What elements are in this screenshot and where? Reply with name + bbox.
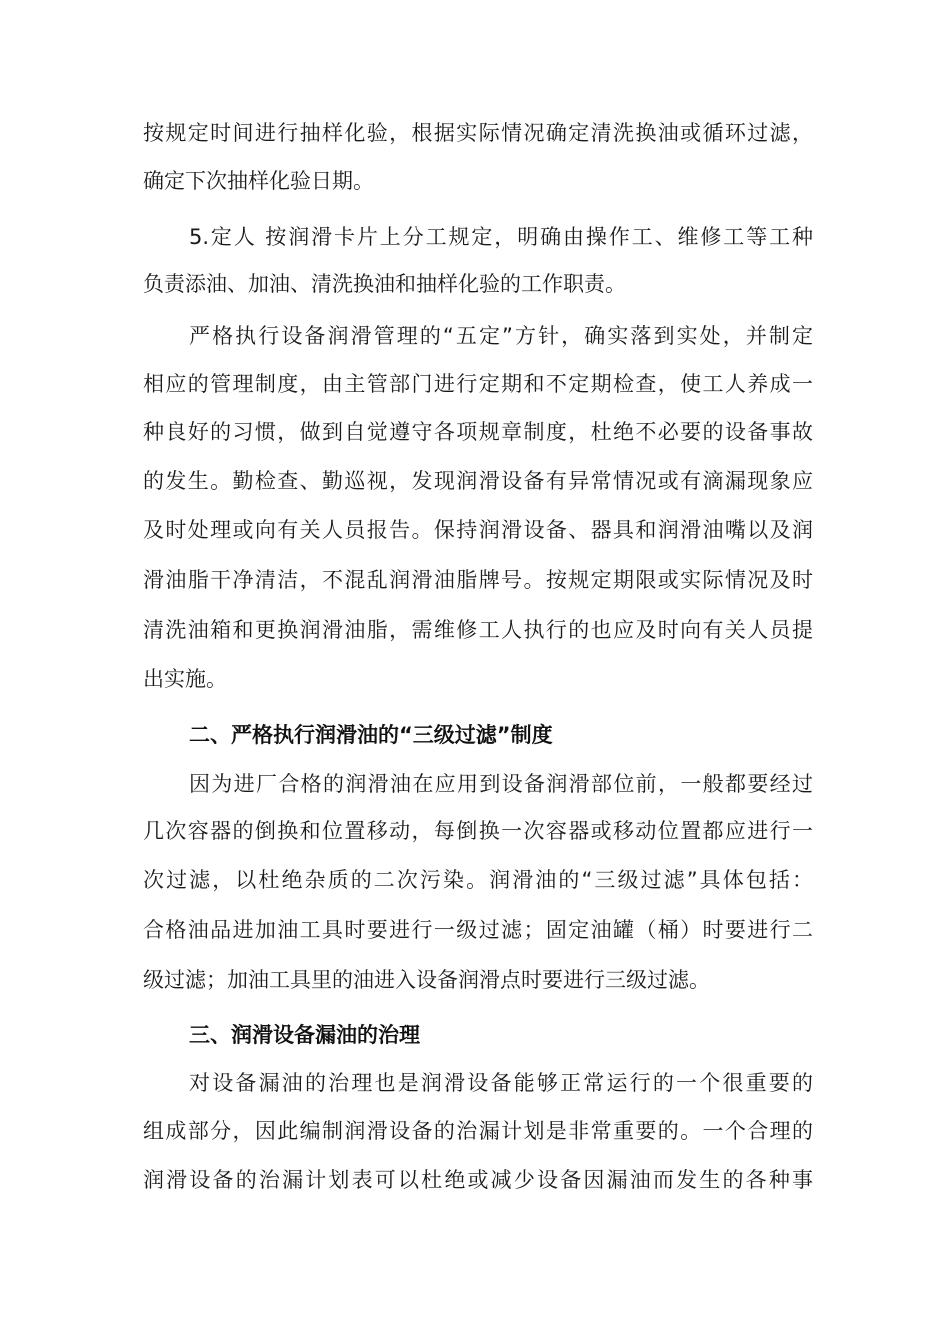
paragraph-line: 因为进厂合格的润滑油在应用到设备润滑部位前，一般都要经过 [189,772,813,796]
section-heading: 二、严格执行润滑油的“三级过滤”制度 [189,723,553,747]
paragraph-line: 的发生。勤检查、勤巡视，发现润滑设备有异常情况或有滴漏现象应 [143,469,813,493]
paragraph-line: 清洗油箱和更换润滑油脂，需维修工人执行的也应及时向有关人员提 [143,618,813,642]
paragraph-line: 组成部分，因此编制润滑设备的治漏计划是非常重要的。一个合理的 [143,1119,813,1143]
paragraph-line: 严格执行设备润滑管理的“五定”方针，确实落到实处，并制定 [189,324,813,348]
paragraph-line: 5.定人 按润滑卡片上分工规定，明确由操作工、维修工等工种 [189,225,813,249]
paragraph-line: 次过滤，以杜绝杂质的二次污染。润滑油的“三级过滤”具体包括： [143,868,813,892]
paragraph-line: 几次容器的倒换和位置移动，每倒换一次容器或移动位置都应进行一 [143,819,813,843]
paragraph-line: 润滑设备的治漏计划表可以杜绝或减少设备因漏油而发生的各种事 [143,1168,813,1192]
paragraph-line: 滑油脂干净清洁，不混乱润滑油脂牌号。按规定期限或实际情况及时 [143,568,813,592]
paragraph-line: 合格油品进加油工具时要进行一级过滤；固定油罐（桶）时要进行二 [143,918,813,942]
paragraph-line: 出实施。 [143,667,227,691]
paragraph-line: 及时处理或向有关人员报告。保持润滑设备、器具和润滑油嘴以及润 [143,518,813,542]
paragraph-line: 级过滤；加油工具里的油进入设备润滑点时要进行三级过滤。 [143,968,710,992]
paragraph-line: 确定下次抽样化验日期。 [143,169,374,193]
paragraph-line: 负责添油、加油、清洗换油和抽样化验的工作职责。 [143,272,626,296]
section-heading: 三、润滑设备漏油的治理 [189,1023,420,1047]
paragraph-line: 按规定时间进行抽样化验，根据实际情况确定清洗换油或循环过滤， [143,121,813,145]
paragraph-line: 相应的管理制度，由主管部门进行定期和不定期检查，使工人养成一 [143,372,813,396]
paragraph-line: 种良好的习惯，做到自觉遵守各项规章制度，杜绝不必要的设备事故 [143,420,813,444]
paragraph-line: 对设备漏油的治理也是润滑设备能够正常运行的一个很重要的 [189,1071,813,1095]
